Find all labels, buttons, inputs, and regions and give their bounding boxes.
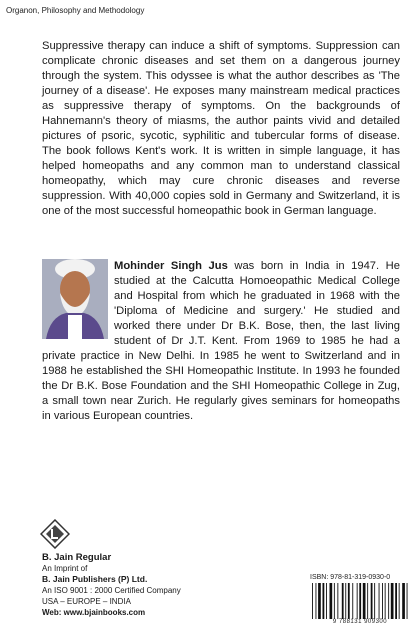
author-bio: [42, 259, 400, 424]
web-url: www.bjainbooks.com: [63, 608, 146, 617]
isbn-label: ISBN: 978-81-319-0930-0: [310, 574, 391, 581]
book-description: Suppressive therapy can induce a shift of symptoms. Suppression can complicate chronic diseases and set them on a dangerous journey through the system. This odyssee is what the author describes as 'The journey of a disease'. He exposes many mainstream medical practices as suppressive therapy of symptoms. On the backgrounds of Hahnemann's theory of miasms, the author paints vivid and detailed pictures of psoric, sycotic, syphilitic and tubercular forms of disease. The book follows Kent's work. It is written in simple language, it has helped homeopaths and any common man to understand classical homeopathy, which may cure chronic diseases and reverse suppression. With 40,000 copies sold in Germany and Switzerland, it is one of the most successful homeopathic book in German language.: [42, 40, 400, 217]
publisher-company: B. Jain Publishers (P) Ltd.: [42, 574, 148, 584]
author-name: Mohinder Singh Jus: [114, 260, 228, 272]
publisher-regions: USA – EUROPE – INDIA: [42, 597, 131, 606]
publisher-block: [42, 552, 222, 618]
publisher-brand: B. Jain Regular: [42, 552, 112, 563]
barcode-icon: [310, 583, 410, 619]
author-bio-text: was born in India in 1947. He studied at the Calcutta Homoeopathic Medical College and Hospital from which he graduated in 1968 with the 'Diploma of Medicine and surgery.' He studied and worked there under Dr B.K. Bose, then, the last living student of Dr J.T. Kent. From 1969 to 1985 he had a private practice in New Delhi. In 1985 he went to Switzerland and in 1988 he established the SHI Homeopathic Institute. In 1993 he founded the Dr B.K. Bose Foundation and the SHI Homeopathic College in Zug, a small town near Zurich. He regularly gives seminars for homeopaths in various European countries.: [42, 260, 400, 422]
web-label: Web:: [42, 608, 62, 617]
barcode-digits: 9 788131 909300: [332, 619, 388, 625]
publisher-web: [42, 607, 222, 618]
isbn-block: [310, 574, 410, 625]
publisher-certification: An ISO 9001 : 2000 Certified Company: [42, 586, 181, 595]
publisher-imprint: An Imprint of: [42, 564, 88, 573]
series-title: Organon, Philosophy and Methodology: [6, 6, 145, 15]
publisher-logo-icon: [40, 519, 70, 549]
